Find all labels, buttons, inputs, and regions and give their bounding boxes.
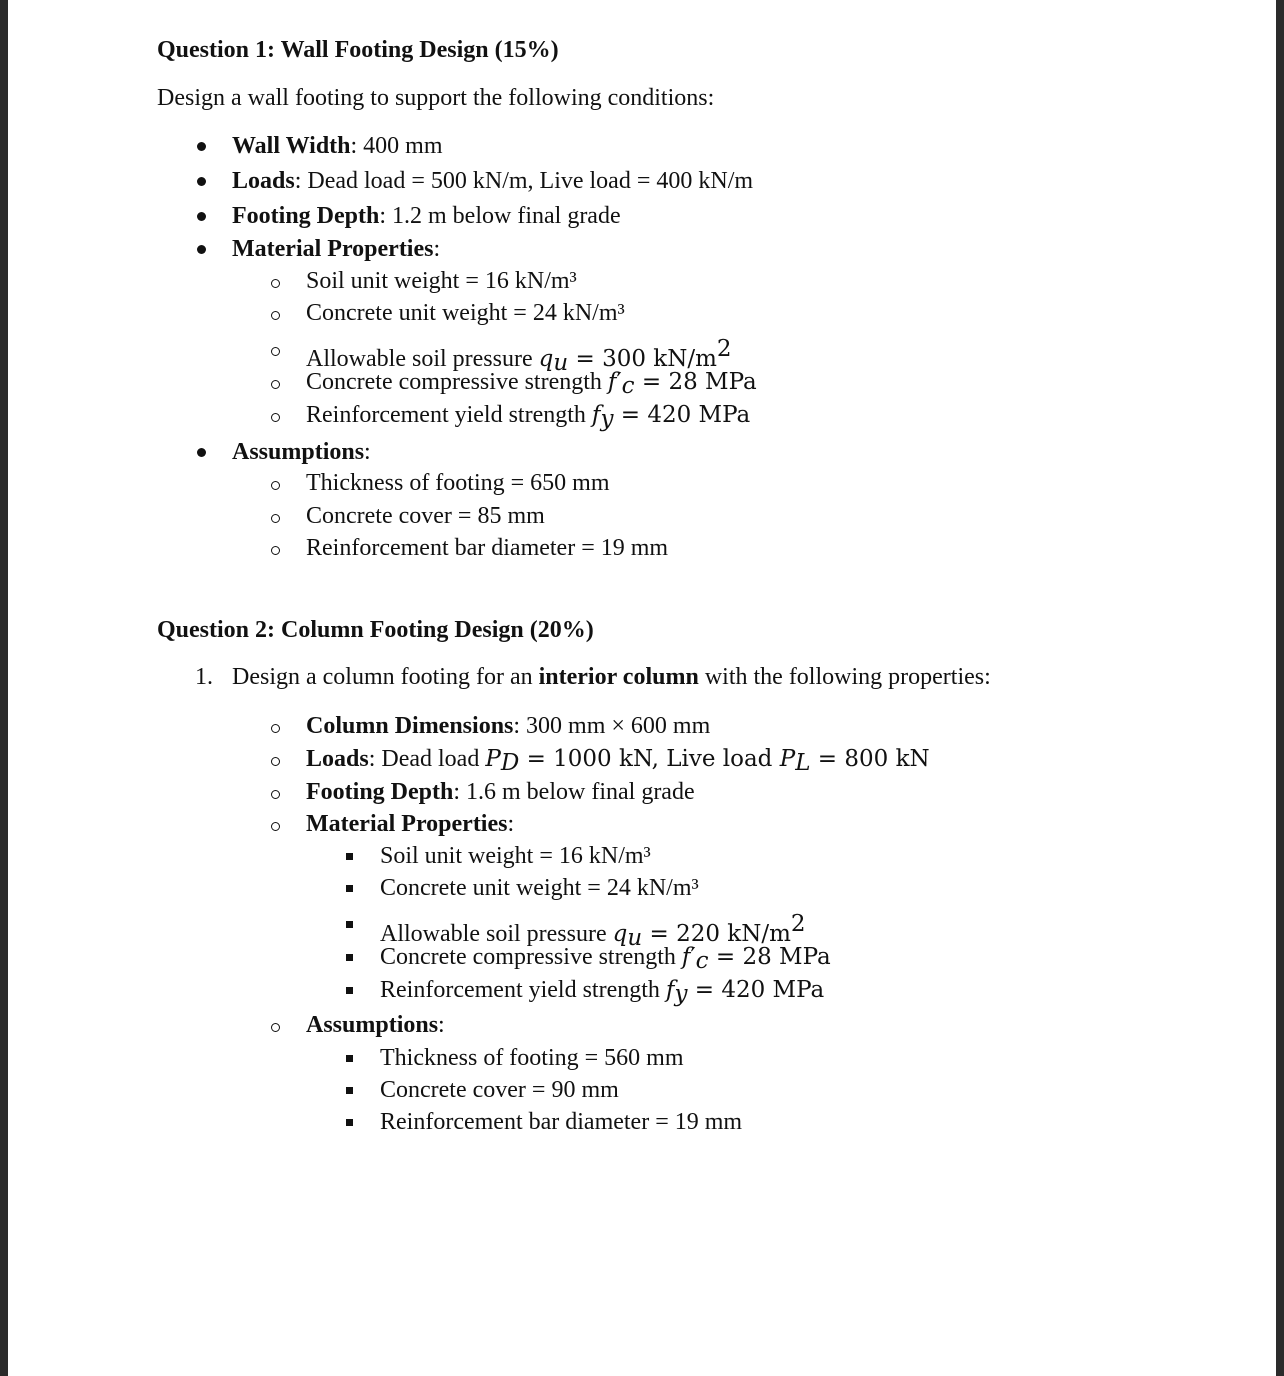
square-bullet-icon [346, 987, 353, 994]
q2-soil-unit-weight: Soil unit weight = 16 kN/m³ [380, 843, 651, 869]
square-bullet-icon [346, 954, 353, 961]
q1-cover: Concrete cover = 85 mm [306, 503, 545, 529]
square-bullet-icon [346, 1119, 353, 1126]
q1-wall-width: Wall Width: 400 mm [232, 133, 443, 159]
q2-concrete-unit-weight: Concrete unit weight = 24 kN/m³ [380, 875, 699, 901]
square-bullet-icon [346, 1055, 353, 1062]
circle-bullet-icon [271, 822, 280, 831]
q2-column-dimensions: Column Dimensions: 300 mm × 600 mm [306, 713, 711, 739]
q2-material-heading: Material Properties: [306, 811, 515, 837]
q2-intro: Design a column footing for an interior column with the following properties: [232, 664, 991, 690]
q1-bar-diameter: Reinforcement bar diameter = 19 mm [306, 535, 669, 561]
q2-bar-diameter: Reinforcement bar diameter = 19 mm [380, 1109, 743, 1135]
q2-assumptions-heading: Assumptions: [306, 1012, 445, 1038]
square-bullet-icon [346, 1087, 353, 1094]
bullet-icon [197, 212, 206, 221]
q1-fy: Reinforcement yield strength $f_y = 420$ MPa [306, 402, 751, 432]
bullet-icon [197, 177, 206, 186]
page-edge-right [1276, 0, 1284, 1376]
q1-soil-unit-weight: Soil unit weight = 16 kN/m³ [306, 268, 577, 294]
q1-title: Question 1: Wall Footing Design (15%) [157, 37, 559, 63]
q2-fc: Concrete compressive strength $f'_c = 28$ MPa [380, 944, 831, 974]
circle-bullet-icon [271, 757, 280, 766]
circle-bullet-icon [271, 311, 280, 320]
circle-bullet-icon [271, 1023, 280, 1032]
circle-bullet-icon [271, 790, 280, 799]
bullet-icon [197, 448, 206, 457]
page-edge-left [0, 0, 8, 1376]
q1-intro: Design a wall footing to support the following conditions: [157, 85, 715, 111]
q1-concrete-unit-weight: Concrete unit weight = 24 kN/m³ [306, 300, 625, 326]
q2-item-number: 1. [195, 664, 213, 690]
q2-allowable-soil-pressure: Allowable soil pressure $q_u = 220$ $kN/m^2$ [380, 911, 806, 951]
square-bullet-icon [346, 885, 353, 892]
square-bullet-icon [346, 921, 353, 928]
circle-bullet-icon [271, 380, 280, 389]
q1-fc: Concrete compressive strength $f'_c = 28$ MPa [306, 369, 757, 399]
bullet-icon [197, 245, 206, 254]
q1-material-heading: Material Properties: [232, 236, 441, 262]
q2-footing-depth: Footing Depth: 1.6 m below final grade [306, 779, 695, 805]
circle-bullet-icon [271, 724, 280, 733]
q2-cover: Concrete cover = 90 mm [380, 1077, 619, 1103]
circle-bullet-icon [271, 481, 280, 490]
q1-loads: Loads: Dead load = 500 kN/m, Live load = 400 kN/m [232, 168, 754, 194]
square-bullet-icon [346, 853, 353, 860]
q2-fy: Reinforcement yield strength $f_y = 420$ MPa [380, 977, 825, 1007]
circle-bullet-icon [271, 514, 280, 523]
bullet-icon [197, 142, 206, 151]
circle-bullet-icon [271, 546, 280, 555]
q2-title: Question 2: Column Footing Design (20%) [157, 617, 594, 643]
circle-bullet-icon [271, 347, 280, 356]
q2-loads: Loads: Dead load $P_D = 1000$ kN, Live load $P_L = 800$ kN [306, 746, 930, 776]
q1-allowable-soil-pressure: Allowable soil pressure $q_u = 300$ $kN/m^2$ [306, 336, 732, 376]
q1-footing-depth: Footing Depth: 1.2 m below final grade [232, 203, 621, 229]
q2-thickness: Thickness of footing = 560 mm [380, 1045, 684, 1071]
q1-assumptions-heading: Assumptions: [232, 439, 371, 465]
circle-bullet-icon [271, 413, 280, 422]
q1-thickness: Thickness of footing = 650 mm [306, 470, 610, 496]
circle-bullet-icon [271, 279, 280, 288]
